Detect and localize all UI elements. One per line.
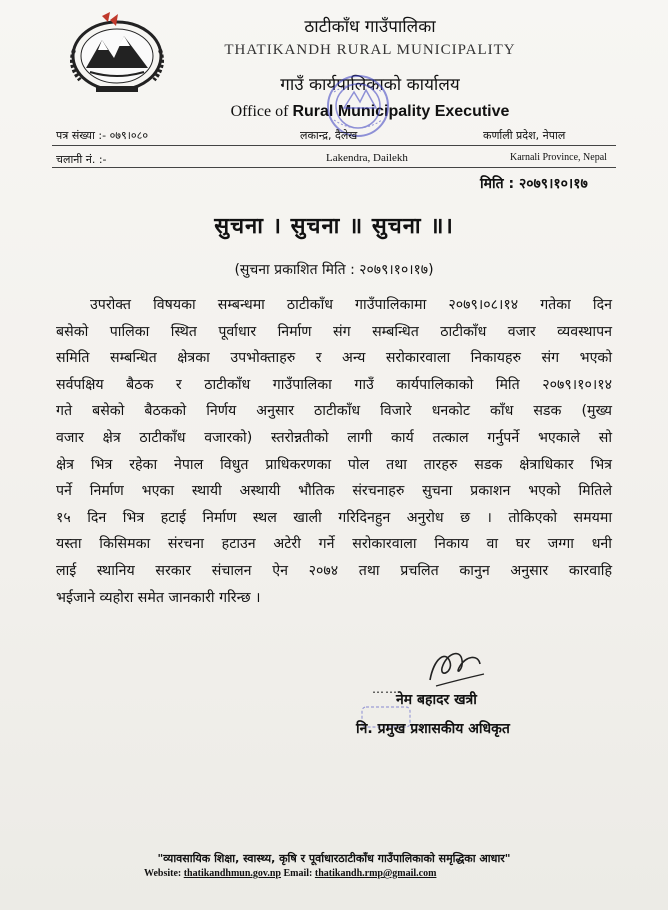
header-divider-bottom [52, 167, 616, 168]
body-line: उपरोक्त विषयका सम्बन्धमा ठाटीकाँध गाउँपालिकामा २०७९।०८।१४ गतेका दिन [90, 297, 612, 313]
footer-motto: "व्यावसायिक शिक्षा, स्वास्थ्य, कृषि र पूर्वाधारठाटीकाँध गाउँपालिकाको समृद्धिका आधार" [157, 852, 511, 865]
municipality-name-en: THATIKANDH RURAL MUNICIPALITY [224, 42, 516, 58]
location-en: Lakendra, Dailekh [326, 152, 408, 164]
body-line: बसेको पालिका स्थित पूर्वाधार निर्माण संग सम्बन्धित ठाटीकाँध वजार व्यवस्थापन [56, 323, 612, 340]
body-line: यस्ता किसिमका संरचना हटाउन अटेरी गर्ने सरोकारवाला निकाय वा घर जग्गा धनी [56, 536, 612, 553]
office-name-en-prefix: Office of [230, 103, 293, 120]
province-en: Karnali Province, Nepal [510, 152, 607, 163]
municipality-emblem-logo [62, 10, 172, 96]
body-line: भईजाने व्यहोरा समेत जानकारी गरिन्छ । [56, 589, 261, 606]
signatory-title: नि. प्रमुख प्रशासकीय अधिकृत [356, 721, 510, 737]
body-line: १५ दिन भित्र हटाई निर्माण स्थल खाली गरिदिनहुन अनुरोध छ । तोकिएको समयमा [56, 509, 612, 526]
handwritten-signature [420, 640, 490, 696]
body-line: लाई स्थानिय सरकार संचालन ऐन २०७४ तथा प्रचलित कानुन अनुसार कारवाहि [56, 562, 612, 579]
body-line: पर्ने निर्माण भएका स्थायी अस्थायी भौतिक संरचनाहरु सुचना प्रकाशन भएको मितिले [56, 483, 612, 500]
office-name-en-bold: Rural Municipality Executive [292, 103, 510, 120]
body-line: समिति सम्बन्धित क्षेत्रका उपभोक्ताहरु र अन्य सरोकारवाला निकायहरु संग भएको [56, 350, 612, 367]
body-line: गते बसेको बैठकको निर्णय अनुसार ठाटीकाँध विजारे धनकोट काँध सडक (मुख्य [56, 403, 612, 420]
dispatch-number: चलानी नं. :- [56, 153, 107, 166]
letter-date: मिति : २०७९।१०।१७ [480, 176, 588, 192]
notice-published-date: (सुचना प्रकाशित मिति : २०७९।१०।१७) [234, 262, 434, 278]
email-label: Email: [281, 868, 315, 879]
municipality-name-np: ठाटीकाँध गाउँपालिका [304, 17, 436, 37]
signatory-name: नेम बहादर खत्री [396, 692, 477, 708]
reference-number: पत्र संख्या :- ०७९।०८० [56, 129, 149, 142]
website-label: Website: [144, 868, 184, 879]
body-line: सर्वपक्षिय बैठक र ठाटीकाँध गाउँपालिका गाउँ कार्यपालिकाको मिति २०७९।१०।१४ [56, 376, 612, 393]
body-line: क्षेत्र भित्र रहेका नेपाल विधुत प्राधिकरणका पोल तथा तारहरु सडक क्षेत्राधिकार भित्र [56, 456, 612, 473]
header-divider-top [52, 145, 616, 146]
notice-body [56, 292, 612, 611]
province-np: कर्णाली प्रदेश, नेपाल [483, 129, 566, 142]
location-np: लकान्द्र, दैलेख [300, 129, 358, 142]
footer-contact [144, 868, 436, 879]
website-link[interactable]: thatikandhmun.gov.np [183, 868, 281, 879]
body-line: वजार क्षेत्र ठाटीकाँध वजारको) स्तरोन्नतीको लागी कार्य तत्काल गर्नुपर्ने भएकाले सो [56, 429, 612, 446]
signature-line: …… [372, 682, 398, 696]
notice-heading: सुचना । सुचना ॥ सुचना ॥। [214, 214, 454, 239]
email-link[interactable]: thatikandh.rmp@gmail.com [314, 868, 437, 879]
office-name-np: गाउँ कार्यपालिकाको कार्यालय [280, 75, 460, 95]
